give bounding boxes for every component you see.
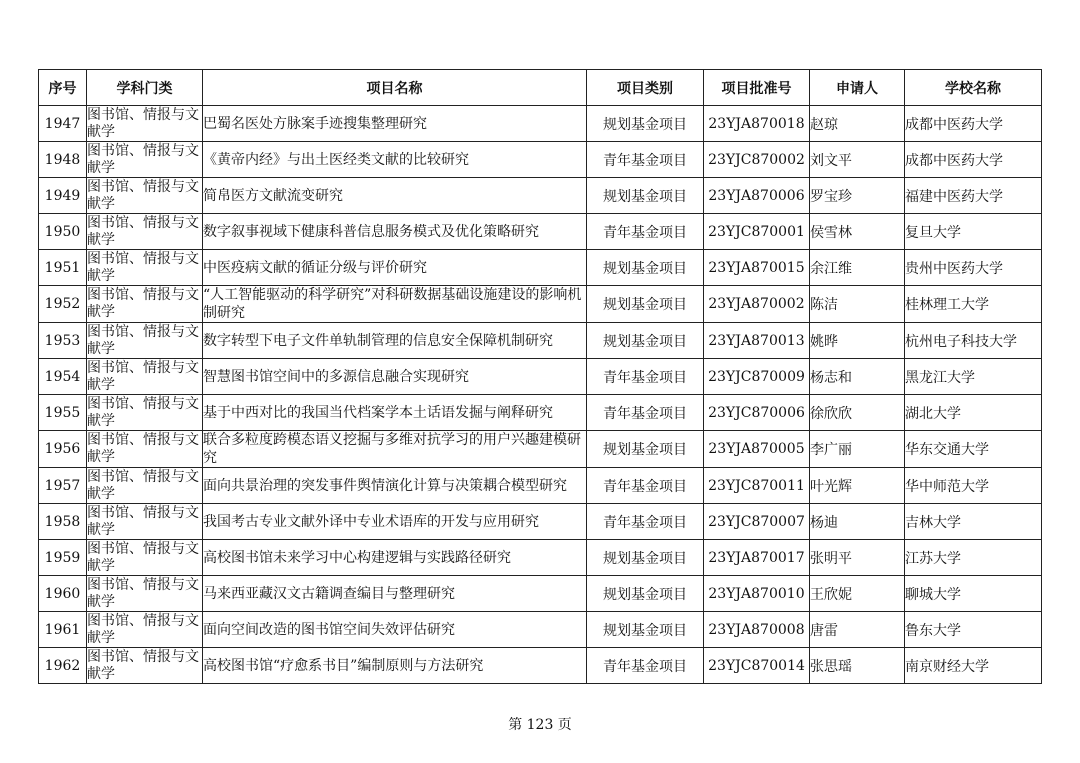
table-row xyxy=(39,359,1042,395)
cell-type: 规划基金项目 xyxy=(587,612,704,648)
cell-school: 桂林理工大学 xyxy=(905,286,1042,323)
cell-approval-no: 23YJC870001 xyxy=(704,214,810,250)
cell-school: 华中师范大学 xyxy=(905,468,1042,504)
cell-title: 数字转型下电子文件单轨制管理的信息安全保障机制研究 xyxy=(203,323,587,359)
cell-type: 青年基金项目 xyxy=(587,359,704,395)
cell-subject: 图书馆、情报与文献学 xyxy=(87,395,203,431)
cell-title: 马来西亚藏汉文古籍调查编目与整理研究 xyxy=(203,576,587,612)
cell-type: 规划基金项目 xyxy=(587,250,704,286)
cell-type: 规划基金项目 xyxy=(587,323,704,359)
cell-approval-no: 23YJA870017 xyxy=(704,540,810,576)
cell-applicant: 杨志和 xyxy=(810,359,905,395)
table-row xyxy=(39,540,1042,576)
page-number: 第 123 页 xyxy=(508,717,572,733)
cell-serial: 1958 xyxy=(39,504,87,540)
cell-serial: 1953 xyxy=(39,323,87,359)
cell-school: 聊城大学 xyxy=(905,576,1042,612)
cell-approval-no: 23YJA870002 xyxy=(704,286,810,323)
table-row xyxy=(39,504,1042,540)
cell-subject: 图书馆、情报与文献学 xyxy=(87,648,203,684)
cell-type: 青年基金项目 xyxy=(587,504,704,540)
cell-title: 巴蜀名医处方脉案手迹搜集整理研究 xyxy=(203,106,587,142)
cell-school: 成都中医药大学 xyxy=(905,142,1042,178)
cell-applicant: 杨迪 xyxy=(810,504,905,540)
cell-approval-no: 23YJC870014 xyxy=(704,648,810,684)
col-header-approval-no: 项目批准号 xyxy=(704,70,810,106)
cell-applicant: 李广丽 xyxy=(810,431,905,468)
cell-title: 高校图书馆“疗愈系书目”编制原则与方法研究 xyxy=(203,648,587,684)
cell-subject: 图书馆、情报与文献学 xyxy=(87,540,203,576)
cell-applicant: 刘文平 xyxy=(810,142,905,178)
cell-title: 《黄帝内经》与出土医经类文献的比较研究 xyxy=(203,142,587,178)
cell-approval-no: 23YJC870006 xyxy=(704,395,810,431)
cell-type: 青年基金项目 xyxy=(587,468,704,504)
cell-approval-no: 23YJA870005 xyxy=(704,431,810,468)
cell-title: 简帛医方文献流变研究 xyxy=(203,178,587,214)
cell-subject: 图书馆、情报与文献学 xyxy=(87,612,203,648)
cell-approval-no: 23YJC870011 xyxy=(704,468,810,504)
col-header-subject: 学科门类 xyxy=(87,70,203,106)
cell-applicant: 唐雷 xyxy=(810,612,905,648)
cell-approval-no: 23YJC870007 xyxy=(704,504,810,540)
cell-applicant: 徐欣欣 xyxy=(810,395,905,431)
cell-type: 规划基金项目 xyxy=(587,540,704,576)
cell-subject: 图书馆、情报与文献学 xyxy=(87,431,203,468)
cell-applicant: 余江维 xyxy=(810,250,905,286)
table-row xyxy=(39,576,1042,612)
cell-school: 黑龙江大学 xyxy=(905,359,1042,395)
cell-subject: 图书馆、情报与文献学 xyxy=(87,359,203,395)
cell-school: 复旦大学 xyxy=(905,214,1042,250)
cell-approval-no: 23YJA870013 xyxy=(704,323,810,359)
cell-title: 中医疫病文献的循证分级与评价研究 xyxy=(203,250,587,286)
cell-approval-no: 23YJA870018 xyxy=(704,106,810,142)
cell-approval-no: 23YJA870008 xyxy=(704,612,810,648)
cell-serial: 1961 xyxy=(39,612,87,648)
cell-applicant: 侯雪林 xyxy=(810,214,905,250)
col-header-type: 项目类别 xyxy=(587,70,704,106)
cell-type: 规划基金项目 xyxy=(587,106,704,142)
cell-title: 面向共景治理的突发事件舆情演化计算与决策耦合模型研究 xyxy=(203,468,587,504)
cell-applicant: 叶光辉 xyxy=(810,468,905,504)
cell-school: 鲁东大学 xyxy=(905,612,1042,648)
cell-serial: 1959 xyxy=(39,540,87,576)
cell-approval-no: 23YJA870006 xyxy=(704,178,810,214)
table-row xyxy=(39,106,1042,142)
project-table xyxy=(38,69,1042,684)
cell-approval-no: 23YJC870009 xyxy=(704,359,810,395)
cell-school: 福建中医药大学 xyxy=(905,178,1042,214)
cell-title: “人工智能驱动的科学研究”对科研数据基础设施建设的影响机制研究 xyxy=(203,286,587,323)
col-header-serial: 序号 xyxy=(39,70,87,106)
cell-type: 规划基金项目 xyxy=(587,286,704,323)
table-row xyxy=(39,612,1042,648)
col-header-school: 学校名称 xyxy=(905,70,1042,106)
table-row xyxy=(39,468,1042,504)
cell-school: 吉林大学 xyxy=(905,504,1042,540)
cell-subject: 图书馆、情报与文献学 xyxy=(87,178,203,214)
cell-school: 杭州电子科技大学 xyxy=(905,323,1042,359)
col-header-title: 项目名称 xyxy=(203,70,587,106)
table-row xyxy=(39,395,1042,431)
cell-serial: 1952 xyxy=(39,286,87,323)
cell-school: 江苏大学 xyxy=(905,540,1042,576)
col-header-applicant: 申请人 xyxy=(810,70,905,106)
cell-title: 智慧图书馆空间中的多源信息融合实现研究 xyxy=(203,359,587,395)
cell-title: 基于中西对比的我国当代档案学本土话语发掘与阐释研究 xyxy=(203,395,587,431)
cell-title: 联合多粒度跨模态语义挖掘与多维对抗学习的用户兴趣建模研究 xyxy=(203,431,587,468)
cell-type: 青年基金项目 xyxy=(587,214,704,250)
cell-subject: 图书馆、情报与文献学 xyxy=(87,576,203,612)
cell-serial: 1948 xyxy=(39,142,87,178)
table-row xyxy=(39,142,1042,178)
cell-subject: 图书馆、情报与文献学 xyxy=(87,468,203,504)
cell-applicant: 姚晔 xyxy=(810,323,905,359)
cell-serial: 1954 xyxy=(39,359,87,395)
cell-applicant: 陈洁 xyxy=(810,286,905,323)
cell-applicant: 赵琼 xyxy=(810,106,905,142)
cell-type: 青年基金项目 xyxy=(587,142,704,178)
cell-type: 规划基金项目 xyxy=(587,178,704,214)
cell-subject: 图书馆、情报与文献学 xyxy=(87,250,203,286)
cell-school: 华东交通大学 xyxy=(905,431,1042,468)
cell-applicant: 王欣妮 xyxy=(810,576,905,612)
cell-subject: 图书馆、情报与文献学 xyxy=(87,504,203,540)
table-row xyxy=(39,178,1042,214)
header-row xyxy=(39,70,1042,106)
cell-serial: 1957 xyxy=(39,468,87,504)
cell-serial: 1950 xyxy=(39,214,87,250)
cell-approval-no: 23YJC870002 xyxy=(704,142,810,178)
cell-serial: 1962 xyxy=(39,648,87,684)
table-row xyxy=(39,214,1042,250)
cell-title: 数字叙事视域下健康科普信息服务模式及优化策略研究 xyxy=(203,214,587,250)
cell-school: 成都中医药大学 xyxy=(905,106,1042,142)
cell-applicant: 罗宝珍 xyxy=(810,178,905,214)
cell-serial: 1956 xyxy=(39,431,87,468)
table-row xyxy=(39,250,1042,286)
cell-subject: 图书馆、情报与文献学 xyxy=(87,106,203,142)
table-row xyxy=(39,286,1042,323)
cell-school: 南京财经大学 xyxy=(905,648,1042,684)
cell-serial: 1955 xyxy=(39,395,87,431)
cell-serial: 1951 xyxy=(39,250,87,286)
cell-subject: 图书馆、情报与文献学 xyxy=(87,323,203,359)
cell-school: 贵州中医药大学 xyxy=(905,250,1042,286)
cell-approval-no: 23YJA870010 xyxy=(704,576,810,612)
cell-serial: 1947 xyxy=(39,106,87,142)
table-row xyxy=(39,323,1042,359)
cell-type: 规划基金项目 xyxy=(587,431,704,468)
cell-subject: 图书馆、情报与文献学 xyxy=(87,214,203,250)
cell-applicant: 张明平 xyxy=(810,540,905,576)
cell-title: 我国考古专业文献外译中专业术语库的开发与应用研究 xyxy=(203,504,587,540)
cell-school: 湖北大学 xyxy=(905,395,1042,431)
cell-type: 青年基金项目 xyxy=(587,648,704,684)
cell-type: 青年基金项目 xyxy=(587,395,704,431)
cell-type: 规划基金项目 xyxy=(587,576,704,612)
cell-applicant: 张思瑶 xyxy=(810,648,905,684)
cell-title: 面向空间改造的图书馆空间失效评估研究 xyxy=(203,612,587,648)
table-row xyxy=(39,648,1042,684)
cell-title: 高校图书馆未来学习中心构建逻辑与实践路径研究 xyxy=(203,540,587,576)
cell-serial: 1949 xyxy=(39,178,87,214)
table-row xyxy=(39,431,1042,468)
cell-subject: 图书馆、情报与文献学 xyxy=(87,286,203,323)
cell-subject: 图书馆、情报与文献学 xyxy=(87,142,203,178)
cell-serial: 1960 xyxy=(39,576,87,612)
cell-approval-no: 23YJA870015 xyxy=(704,250,810,286)
